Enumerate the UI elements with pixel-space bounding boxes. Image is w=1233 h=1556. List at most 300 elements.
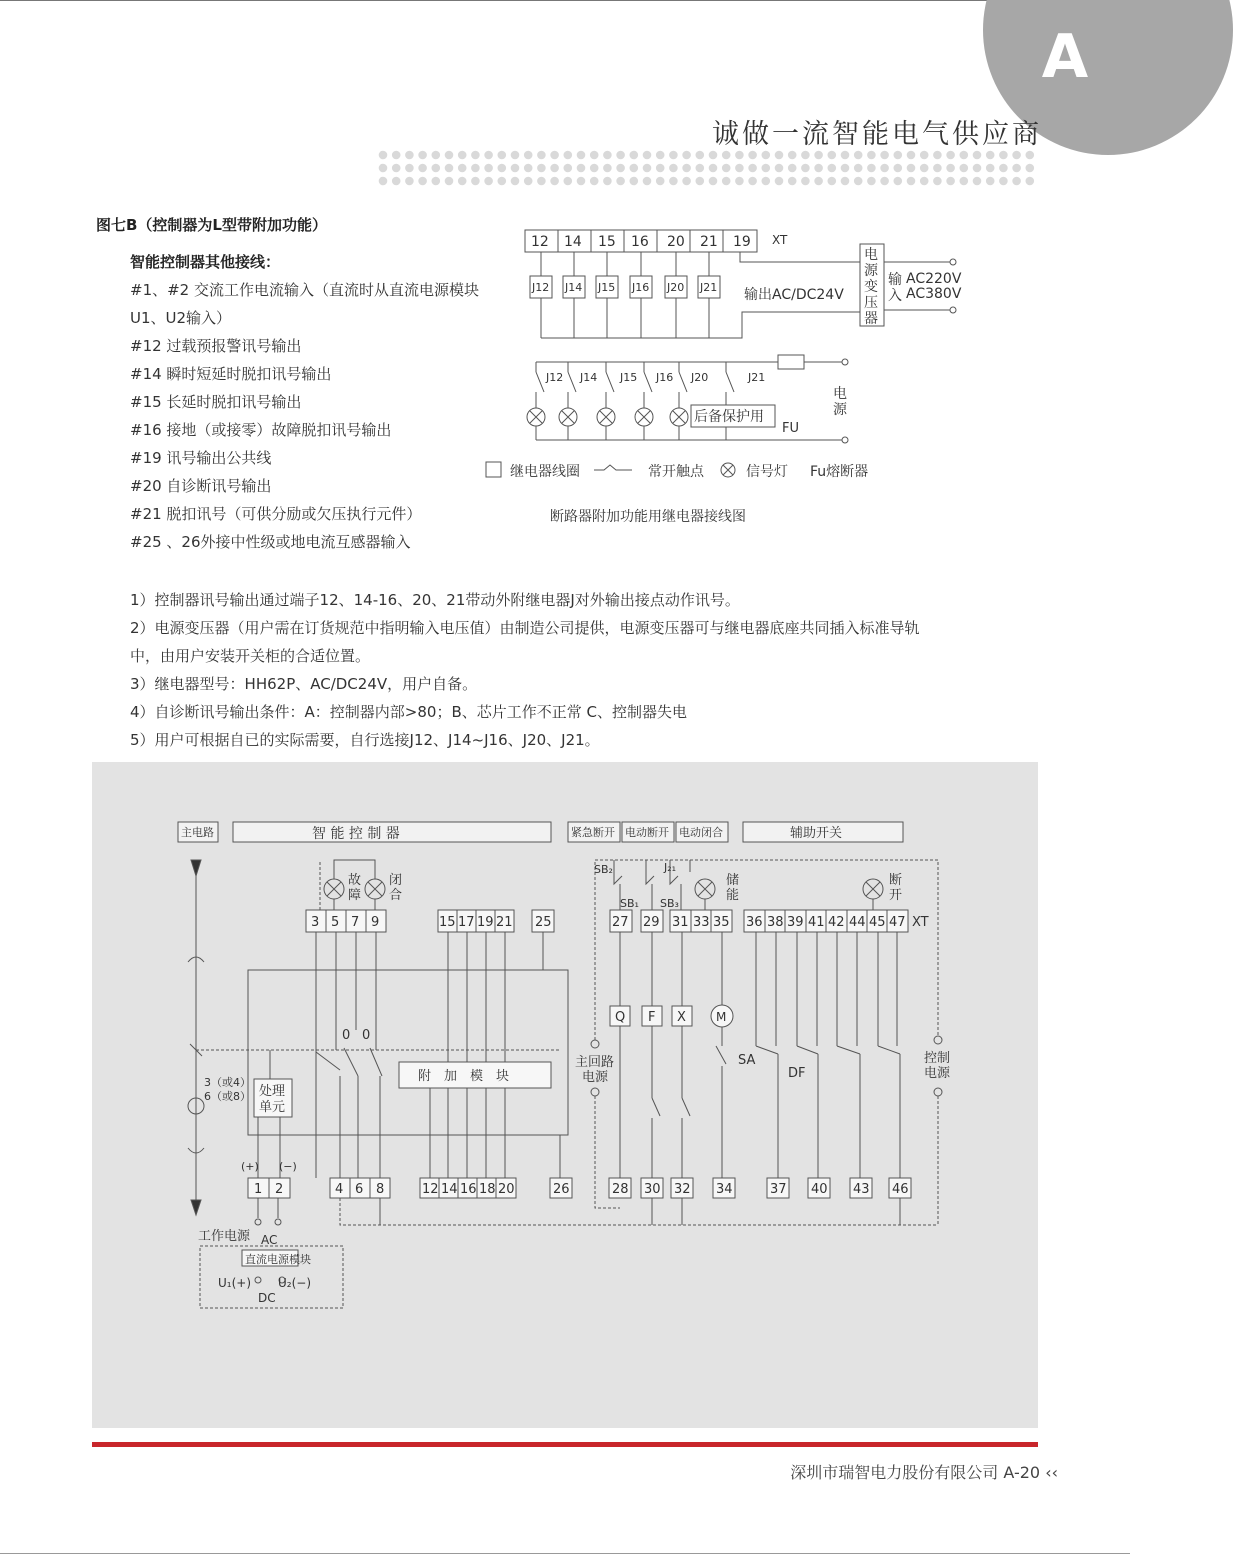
pattern-dot	[603, 151, 612, 160]
pattern-dot	[880, 164, 889, 173]
pattern-dot	[722, 151, 731, 160]
bottom-terminal-label: 32	[674, 1182, 691, 1197]
pattern-dot	[432, 151, 441, 160]
pattern-dot	[828, 164, 837, 173]
terminal-list-item: #25 、26外接中性级或地电流互感器输入	[130, 533, 411, 551]
pattern-dot	[894, 164, 903, 173]
page-slogan: 诚做一流智能电气供应商	[712, 119, 1042, 150]
pattern-dot	[577, 151, 586, 160]
pattern-dot	[801, 177, 810, 186]
pattern-dot	[960, 151, 969, 160]
pattern-dot	[392, 177, 401, 186]
pattern-dot	[788, 164, 797, 173]
terminal-list-item: #19 讯号输出公共线	[130, 449, 272, 467]
top-terminal-label: 15	[439, 915, 456, 930]
top-terminal-label: 7	[351, 915, 360, 930]
pattern-dot	[392, 164, 401, 173]
pattern-dot	[867, 164, 876, 173]
pattern-dot	[471, 164, 480, 173]
legend-contact-label: 常开触点	[648, 464, 704, 480]
pattern-dot	[696, 151, 705, 160]
footer-company: 深圳市瑞智电力股份有限公司 A-20 ‹‹	[790, 1463, 1058, 1482]
bottom-terminal-label: 1	[254, 1182, 263, 1197]
transformer-label: 源	[864, 263, 878, 279]
top-terminal-label: 44	[849, 915, 866, 930]
contact-label: J20	[691, 371, 709, 384]
figure-title: 图七B（控制器为L型带附加功能）	[96, 216, 327, 234]
terminal-list-item: #21 脱扣讯号（可供分励或欠压执行元件）	[130, 505, 422, 523]
contact-zero-label: 0	[362, 1028, 371, 1043]
control-power-label: 电源	[924, 1066, 951, 1081]
pattern-dot	[445, 164, 454, 173]
relay-terminal-label: 15	[598, 234, 616, 250]
relay-terminal-label: 14	[564, 234, 582, 250]
pattern-dot	[735, 177, 744, 186]
legend-coil-label: 继电器线圈	[510, 464, 580, 480]
pattern-dot	[432, 177, 441, 186]
pattern-dot	[801, 151, 810, 160]
coil-label: M	[716, 1010, 727, 1024]
pattern-dot	[748, 164, 757, 173]
pattern-dot	[458, 151, 467, 160]
pattern-dot	[788, 151, 797, 160]
pattern-dot	[762, 164, 771, 173]
relay-coil-label: J16	[632, 281, 650, 294]
bottom-terminal-label: 4	[335, 1182, 344, 1197]
relay-coil-label: J14	[565, 281, 583, 294]
bottom-terminal-label: 2	[275, 1182, 284, 1197]
coil-label: F	[648, 1010, 656, 1025]
pattern-dot	[537, 151, 546, 160]
pattern-dot	[814, 151, 823, 160]
relay-terminal-label: 16	[631, 234, 649, 250]
pattern-dot	[550, 177, 559, 186]
input-label: 输	[888, 272, 902, 288]
top-terminal-label: 19	[477, 915, 494, 930]
section-letter: A	[1041, 22, 1089, 92]
pattern-dot	[709, 164, 718, 173]
pattern-dot	[946, 164, 955, 173]
terminal-list-item: #15 长延时脱扣讯号输出	[130, 393, 302, 411]
pattern-dot	[616, 164, 625, 173]
power-label: 源	[833, 402, 847, 418]
terminal-list-item: U1、U2输入）	[130, 309, 232, 327]
pattern-dot	[682, 151, 691, 160]
pattern-dot	[524, 151, 533, 160]
pattern-dot	[814, 177, 823, 186]
pattern-dot	[656, 151, 665, 160]
pattern-dot	[630, 164, 639, 173]
pattern-dot	[603, 177, 612, 186]
pattern-dot	[616, 177, 625, 186]
pattern-dot	[946, 177, 955, 186]
relay-terminal-label: 20	[667, 234, 685, 250]
pattern-dot	[986, 151, 995, 160]
top-terminal-label: 31	[672, 915, 689, 930]
top-terminal-label: 36	[746, 915, 763, 930]
pattern-dot	[524, 164, 533, 173]
terminal-list-item: #14 瞬时短延时脱扣讯号输出	[130, 365, 332, 383]
bottom-terminal-label: 30	[644, 1182, 661, 1197]
bottom-rule	[0, 1553, 1130, 1554]
pattern-dot	[999, 164, 1008, 173]
relay-coil-label: J21	[700, 281, 718, 294]
pattern-dot	[696, 177, 705, 186]
voltage-220-label: AC220V	[906, 271, 962, 287]
top-rule	[0, 0, 1130, 1]
pattern-dot	[656, 164, 665, 173]
relay-diagram-caption: 断路器附加功能用继电器接线图	[550, 509, 746, 525]
open-lamp-label: 断	[889, 873, 903, 888]
pattern-dot	[603, 164, 612, 173]
ct-label: 6（或8）	[204, 1090, 251, 1103]
pattern-dot	[1012, 164, 1021, 173]
pattern-dot	[907, 177, 916, 186]
pattern-dot	[405, 177, 414, 186]
contact-label: J15	[620, 371, 638, 384]
pattern-dot	[1026, 177, 1035, 186]
pattern-dot	[722, 164, 731, 173]
bottom-terminal-label: 20	[498, 1182, 515, 1197]
coil-label: Q	[615, 1010, 626, 1025]
sb3-label: SB₃	[660, 897, 679, 910]
bottom-terminal-label: 37	[770, 1182, 787, 1197]
dot-pattern	[378, 150, 1038, 190]
pattern-dot	[1012, 177, 1021, 186]
bottom-terminal-label: 43	[853, 1182, 870, 1197]
pattern-dot	[405, 151, 414, 160]
bottom-terminal-label: 18	[479, 1182, 496, 1197]
top-terminal-label: 47	[889, 915, 906, 930]
pattern-dot	[445, 151, 454, 160]
top-terminal-label: 21	[496, 915, 513, 930]
pattern-dot	[696, 164, 705, 173]
bottom-terminal-label: 8	[376, 1182, 385, 1197]
transformer-label: 器	[864, 311, 878, 327]
pattern-dot	[933, 177, 942, 186]
dc-module-label: 直流电源模块	[245, 1253, 311, 1266]
transformer-label: 变	[864, 279, 878, 295]
pattern-dot	[669, 164, 678, 173]
pattern-dot	[471, 177, 480, 186]
pattern-dot	[511, 151, 520, 160]
electric-close-label: 电动闭合	[679, 826, 723, 839]
pattern-dot	[814, 164, 823, 173]
sb2-label: SB₂	[594, 863, 613, 876]
relay-coil-label: J20	[667, 281, 685, 294]
pattern-dot	[630, 177, 639, 186]
pattern-dot	[405, 164, 414, 173]
main-power-label: 主回路	[575, 1055, 615, 1070]
top-terminal-label: 33	[693, 915, 710, 930]
relay-terminal-label: 21	[700, 234, 718, 250]
top-terminal-label: 29	[643, 915, 660, 930]
pattern-dot	[590, 151, 599, 160]
note-item: 中，由用户安装开关柜的合适位置。	[130, 647, 371, 665]
pattern-dot	[920, 151, 929, 160]
pattern-dot	[854, 177, 863, 186]
pattern-dot	[933, 164, 942, 173]
pattern-dot	[894, 151, 903, 160]
pattern-dot	[762, 177, 771, 186]
contact-label: J21	[748, 371, 766, 384]
pattern-dot	[867, 151, 876, 160]
pattern-dot	[432, 164, 441, 173]
input-label: 入	[888, 288, 902, 304]
pattern-dot	[669, 151, 678, 160]
pattern-dot	[498, 177, 507, 186]
pattern-dot	[775, 177, 784, 186]
xt-label: XT	[912, 915, 929, 930]
pattern-dot	[907, 164, 916, 173]
pattern-dot	[973, 164, 982, 173]
pattern-dot	[669, 177, 678, 186]
dc-label: DC	[258, 1291, 276, 1305]
top-terminal-label: 41	[808, 915, 825, 930]
pattern-dot	[590, 164, 599, 173]
top-terminal-label: 45	[869, 915, 886, 930]
pattern-dot	[577, 177, 586, 186]
work-power-label: 工作电源	[198, 1229, 251, 1244]
top-terminal-label: 3	[311, 915, 320, 930]
pattern-dot	[828, 151, 837, 160]
pattern-dot	[867, 177, 876, 186]
main-power-label: 电源	[582, 1070, 609, 1085]
relay-terminal-label: 12	[531, 234, 549, 250]
pattern-dot	[999, 151, 1008, 160]
pattern-dot	[379, 151, 388, 160]
fault-lamp-label: 故	[348, 873, 362, 888]
pattern-dot	[933, 151, 942, 160]
pattern-dot	[484, 151, 493, 160]
pattern-dot	[841, 151, 850, 160]
j21-label: J₂₁	[664, 861, 677, 874]
note-item: 4）自诊断讯号输出条件：A：控制器内部>80；B、芯片工作不正常 C、控制器失电	[130, 703, 687, 721]
bottom-terminal-label: 34	[716, 1182, 733, 1197]
contact-label: J14	[580, 371, 598, 384]
voltage-380-label: AC380V	[906, 286, 962, 302]
pattern-dot	[880, 177, 889, 186]
pattern-dot	[907, 151, 916, 160]
pattern-dot	[841, 164, 850, 173]
plus-label: (+)	[241, 1160, 259, 1173]
backup-protection-label: 后备保护用	[694, 409, 764, 425]
top-terminal-label: 38	[767, 915, 784, 930]
emergency-open-label: 紧急断开	[571, 826, 615, 839]
bottom-terminal-label: 40	[811, 1182, 828, 1197]
top-terminal-label: 17	[458, 915, 475, 930]
pattern-dot	[418, 151, 427, 160]
pattern-dot	[854, 151, 863, 160]
note-item: 3）继电器型号：HH62P、AC/DC24V，用户自备。	[130, 675, 478, 693]
pattern-dot	[616, 151, 625, 160]
pattern-dot	[775, 151, 784, 160]
pattern-dot	[709, 177, 718, 186]
power-label: 电	[833, 386, 847, 402]
u2-label: U₂(−)	[278, 1276, 312, 1290]
pattern-dot	[537, 177, 546, 186]
pattern-dot	[986, 164, 995, 173]
pattern-dot	[458, 177, 467, 186]
pattern-dot	[828, 177, 837, 186]
pattern-dot	[880, 151, 889, 160]
pattern-dot	[643, 151, 652, 160]
pattern-dot	[643, 164, 652, 173]
bottom-terminal-label: 16	[460, 1182, 477, 1197]
pattern-dot	[498, 164, 507, 173]
close-lamp-label: 合	[389, 888, 403, 903]
pattern-dot	[458, 164, 467, 173]
pattern-dot	[564, 164, 573, 173]
pattern-dot	[788, 177, 797, 186]
pattern-dot	[498, 151, 507, 160]
pattern-dot	[841, 177, 850, 186]
fuse-label: FU	[782, 421, 799, 436]
pattern-dot	[511, 177, 520, 186]
terminal-list-item: #16 接地（或接零）故障脱扣讯号输出	[130, 421, 392, 439]
bottom-terminal-label: 46	[892, 1182, 909, 1197]
pattern-dot	[973, 177, 982, 186]
main-circuit-label: 主电路	[181, 826, 214, 839]
pattern-dot	[775, 164, 784, 173]
top-terminal-label: 35	[713, 915, 730, 930]
pattern-dot	[748, 177, 757, 186]
pattern-dot	[550, 164, 559, 173]
pattern-dot	[920, 164, 929, 173]
output-label: 输出AC/DC24V	[744, 287, 844, 303]
pattern-dot	[709, 151, 718, 160]
note-item: 2）电源变压器（用户需在订货规范中指明输入电压值）由制造公司提供，电源变压器可与继电器底座共同插入标准导轨	[130, 619, 920, 637]
pattern-dot	[1026, 151, 1035, 160]
pattern-dot	[537, 164, 546, 173]
pattern-dot	[564, 151, 573, 160]
contact-label: J16	[656, 371, 674, 384]
pattern-dot	[577, 164, 586, 173]
u1-label: U₁(+)	[218, 1276, 252, 1290]
terminal-subheading: 智能控制器其他接线：	[130, 253, 281, 271]
terminal-list-item: #20 自诊断讯号输出	[130, 477, 272, 495]
top-terminal-label: 27	[612, 915, 629, 930]
legend-fuse-label: Fu熔断器	[810, 464, 869, 480]
control-power-label: 控制	[924, 1051, 951, 1066]
open-lamp-label: 开	[889, 888, 903, 903]
top-terminal-label: 25	[535, 915, 552, 930]
pattern-dot	[801, 164, 810, 173]
footer-accent-bar	[92, 1442, 1038, 1447]
transformer-label: 压	[864, 295, 878, 311]
terminal-list-item: #1、#2 交流工作电流输入（直流时从直流电源模块	[130, 281, 479, 299]
pattern-dot	[894, 177, 903, 186]
relay-terminal-label: 19	[733, 234, 751, 250]
legend-lamp-label: 信号灯	[746, 464, 788, 480]
sb1-label: SB₁	[620, 897, 639, 910]
bottom-terminal-label: 28	[612, 1182, 629, 1197]
pattern-dot	[564, 177, 573, 186]
pattern-dot	[960, 177, 969, 186]
processing-unit-label: 处理	[259, 1084, 286, 1099]
pattern-dot	[511, 164, 520, 173]
note-item: 5）用户可根据自已的实际需要，自行选接J12、J14~J16、J20、J21。	[130, 731, 600, 749]
transformer-label: 电	[864, 247, 878, 263]
pattern-dot	[445, 177, 454, 186]
pattern-dot	[1026, 164, 1035, 173]
ac-label: AC	[261, 1233, 278, 1247]
top-terminal-label: 9	[371, 915, 380, 930]
pattern-dot	[590, 177, 599, 186]
pattern-dot	[854, 164, 863, 173]
df-label: DF	[788, 1066, 806, 1081]
pattern-dot	[973, 151, 982, 160]
pattern-dot	[418, 177, 427, 186]
aux-switch-label: 辅助开关	[790, 826, 843, 841]
pattern-dot	[484, 177, 493, 186]
addon-module-label: 附 加 模 块	[418, 1069, 510, 1084]
xt-label: XT	[772, 233, 788, 247]
terminal-list-item: #12 过载预报警讯号输出	[130, 337, 302, 355]
pattern-dot	[643, 177, 652, 186]
bottom-terminal-label: 14	[441, 1182, 458, 1197]
pattern-dot	[630, 151, 639, 160]
bottom-terminal-label: 26	[553, 1182, 570, 1197]
pattern-dot	[999, 177, 1008, 186]
pattern-dot	[656, 177, 665, 186]
top-terminal-label: 39	[787, 915, 804, 930]
ct-label: 3（或4）	[204, 1076, 251, 1089]
pattern-dot	[682, 177, 691, 186]
pattern-dot	[379, 164, 388, 173]
relay-wiring-diagram	[480, 222, 962, 532]
pattern-dot	[418, 164, 427, 173]
pattern-dot	[748, 151, 757, 160]
controller-wiring-diagram	[92, 762, 1038, 1428]
coil-label: X	[677, 1010, 686, 1025]
pattern-dot	[920, 177, 929, 186]
processing-unit-label: 单元	[259, 1100, 286, 1115]
contact-zero-label: 0	[342, 1028, 351, 1043]
controller-label: 智 能 控 制 器	[312, 826, 400, 842]
pattern-dot	[392, 151, 401, 160]
pattern-dot	[960, 164, 969, 173]
pattern-dot	[524, 177, 533, 186]
pattern-dot	[682, 164, 691, 173]
electric-open-label: 电动断开	[625, 826, 669, 839]
pattern-dot	[484, 164, 493, 173]
relay-coil-label: J12	[532, 281, 550, 294]
top-terminal-label: 42	[828, 915, 845, 930]
pattern-dot	[379, 177, 388, 186]
pattern-dot	[986, 177, 995, 186]
sa-label: SA	[738, 1053, 756, 1068]
top-terminal-label: 5	[331, 915, 340, 930]
pattern-dot	[735, 164, 744, 173]
pattern-dot	[722, 177, 731, 186]
close-lamp-label: 闭	[389, 873, 403, 888]
storage-lamp-label: 能	[726, 888, 740, 903]
pattern-dot	[471, 151, 480, 160]
relay-coil-label: J15	[598, 281, 616, 294]
storage-lamp-label: 储	[726, 873, 740, 888]
bottom-terminal-label: 6	[355, 1182, 364, 1197]
fault-lamp-label: 障	[348, 888, 362, 903]
pattern-dot	[735, 151, 744, 160]
note-item: 1）控制器讯号输出通过端子12、14-16、20、21带动外附继电器J对外输出接点动作讯号。	[130, 591, 740, 609]
pattern-dot	[550, 151, 559, 160]
bottom-terminal-label: 12	[422, 1182, 439, 1197]
minus-label: (−)	[279, 1160, 297, 1173]
pattern-dot	[762, 151, 771, 160]
pattern-dot	[946, 151, 955, 160]
contact-label: J12	[546, 371, 564, 384]
